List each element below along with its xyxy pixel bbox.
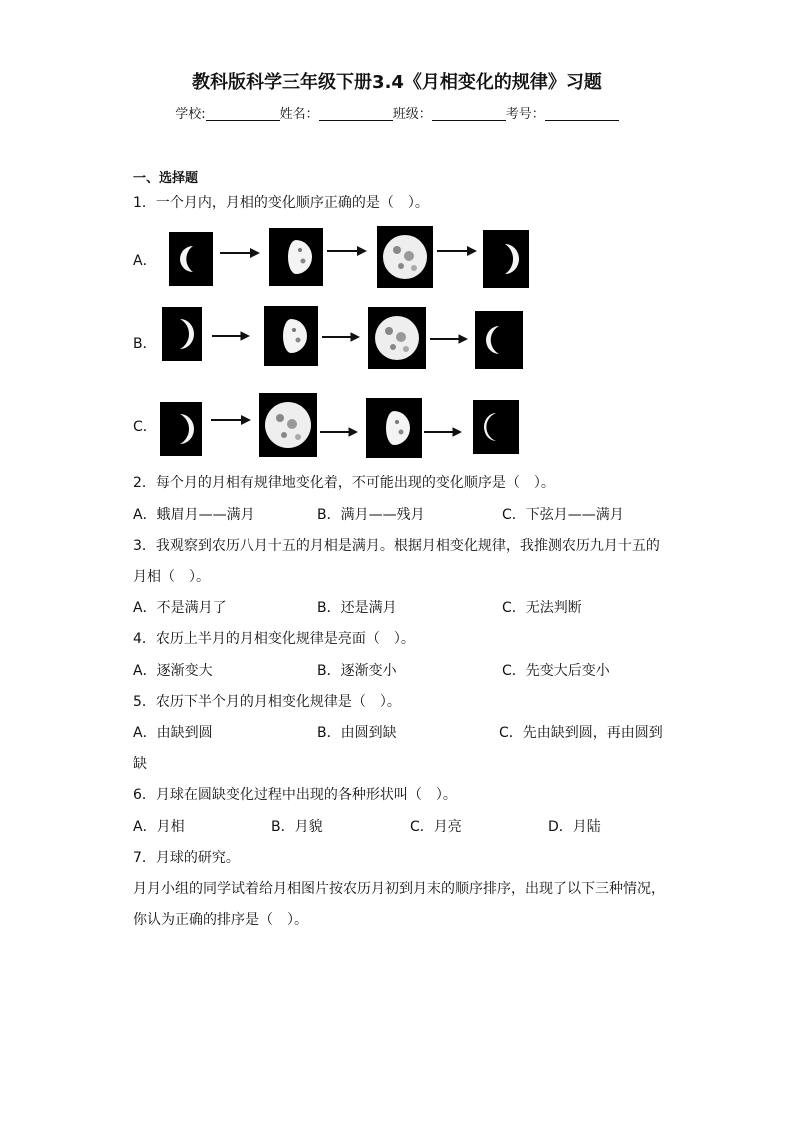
q4-option-c[interactable]: C．先变大后变小 [502,663,610,679]
arrow-right-icon [212,330,250,342]
arrow-right-icon [320,426,358,438]
q2-option-c[interactable]: C．下弦月——满月 [502,507,624,523]
question-6-stem: 6．月球在圆缺变化过程中出现的各种形状叫（ ）。 [133,787,457,803]
school-label: 学校: [175,107,206,122]
q5-option-c[interactable]: C．先由缺到圆，再由圆到 [499,725,663,741]
name-label: 姓名： [279,107,319,122]
question-7-body: 月月小组的同学试着给月相图片按农历月初到月末的顺序排序，出现了以下三种情况， [133,881,665,897]
waxing-crescent-moon-icon [160,402,202,456]
question-7-body-continued: 你认为正确的排序是（ ）。 [133,912,308,928]
full-moon-icon [368,307,426,369]
arrow-right-icon [220,247,260,259]
waxing-crescent-moon-icon [169,232,213,286]
arrow-right-icon [210,414,252,426]
waning-crescent-moon-icon [473,400,519,454]
question-5-stem: 5．农历下半个月的月相变化规律是（ ）。 [133,694,401,710]
q5-option-b[interactable]: B．由圆到缺 [317,725,397,741]
q6-option-b[interactable]: B．月貌 [271,819,323,835]
page-title: 教科版科学三年级下册3.4《月相变化的规律》习题 [192,72,602,93]
question-3-stem: 3．我观察到农历八月十五的月相是满月。根据月相变化规律，我推测农历九月十五的 [133,538,660,554]
name-blank[interactable] [319,106,393,121]
class-blank[interactable] [432,106,506,121]
q2-option-b[interactable]: B．满月——残月 [317,507,425,523]
waning-crescent-moon-icon [483,230,529,288]
exam-number-blank[interactable] [545,106,619,121]
q1-option-b-label[interactable]: B． [133,336,157,352]
q2-option-a[interactable]: A．蛾眉月——满月 [133,507,255,523]
question-2-stem: 2．每个月的月相有规律地变化着，不可能出现的变化顺序是（ ）。 [133,475,555,491]
section-title: 一、选择题 [133,171,199,186]
waxing-crescent-moon-icon [162,307,202,361]
q3-option-c[interactable]: C．无法判断 [502,600,582,616]
student-info-line [0,103,794,122]
q4-option-a[interactable]: A．逐渐变大 [133,663,213,679]
q6-option-d[interactable]: D．月陆 [548,819,601,835]
exam-number-label: 考号： [505,107,545,122]
arrow-right-icon [327,245,367,257]
school-blank[interactable] [206,106,280,121]
q3-option-b[interactable]: B．还是满月 [317,600,397,616]
arrow-right-icon [430,333,468,345]
arrow-right-icon [437,245,477,257]
question-3-stem-continued: 月相（ ）。 [133,569,210,585]
full-moon-icon [377,226,433,288]
arrow-right-icon [424,426,462,438]
q6-option-a[interactable]: A．月相 [133,819,185,835]
question-1-stem: 1．一个月内，月相的变化顺序正确的是（ ）。 [133,195,429,211]
class-label: 班级： [392,107,432,122]
q4-option-b[interactable]: B．逐渐变小 [317,663,397,679]
question-7-stem: 7．月球的研究。 [133,850,240,866]
arrow-right-icon [322,331,360,343]
full-moon-icon [259,393,317,457]
waxing-gibbous-moon-icon [366,398,422,458]
q6-option-c[interactable]: C．月亮 [410,819,462,835]
q5-option-c-continued: 缺 [133,756,147,772]
waxing-gibbous-moon-icon [269,228,323,286]
question-4-stem: 4．农历上半月的月相变化规律是亮面（ ）。 [133,631,415,647]
q5-option-a[interactable]: A．由缺到圆 [133,725,213,741]
waxing-gibbous-moon-icon [264,306,318,366]
q3-option-a[interactable]: A．不是满月了 [133,600,227,616]
q1-option-c-label[interactable]: C． [133,419,157,435]
waning-crescent-moon-icon [475,311,523,369]
q1-option-a-label[interactable]: A． [133,253,157,269]
